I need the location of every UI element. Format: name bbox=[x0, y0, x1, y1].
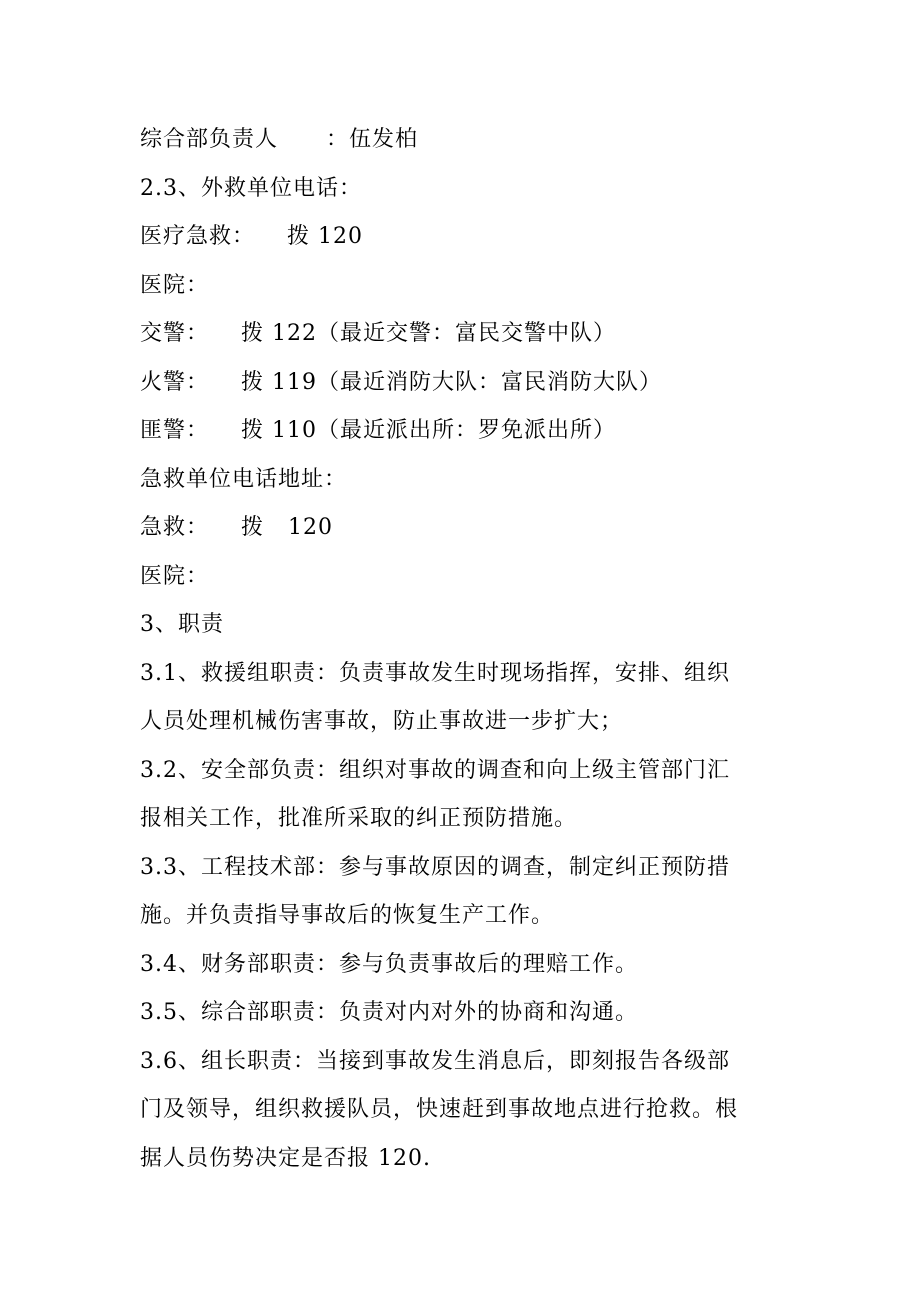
para-3-4: 3.4、财务部职责：参与负责事故后的理赔工作。 bbox=[140, 951, 638, 977]
line-hospital-2: 医院： bbox=[140, 563, 210, 589]
section-2-3-heading: 2.3、外救单位电话： bbox=[140, 175, 362, 201]
line-police: 匪警： 拨 110（最近派出所：罗免派出所） bbox=[140, 418, 616, 443]
line-emergency: 急救： 拨 120 bbox=[140, 515, 333, 540]
para-3-3-line-1: 3.3、工程技术部：参与事故原因的调查，制定纠正预防措 bbox=[140, 854, 730, 880]
para-3-6-line-1: 3.6、组长职责：当接到事故发生消息后，即刻报告各级部 bbox=[140, 1048, 730, 1074]
para-3-2-line-1: 3.2、安全部负责：组织对事故的调查和向上级主管部门汇 bbox=[140, 757, 730, 783]
line-traffic-police: 交警： 拨 122（最近交警：富民交警中队） bbox=[140, 321, 616, 346]
line-hospital: 医院： bbox=[140, 272, 210, 298]
line-comprehensive-dept-head: 综合部负责人 ：伍发柏 bbox=[140, 127, 418, 152]
para-3-3-line-2: 施。并负责指导事故后的恢复生产工作。 bbox=[140, 903, 555, 928]
para-3-2-line-2: 报相关工作，批准所采取的纠正预防措施。 bbox=[140, 806, 578, 831]
line-emergency-unit-heading: 急救单位电话地址： bbox=[140, 466, 348, 492]
para-3-5: 3.5、综合部职责：负责对内对外的协商和沟通。 bbox=[140, 1000, 638, 1025]
document-body bbox=[140, 116, 800, 1183]
line-fire-alarm: 火警： 拨 119（最近消防大队：富民消防大队） bbox=[140, 369, 662, 395]
para-3-6-line-2: 门及领导，组织救援队员，快速赶到事故地点进行抢救。根 bbox=[140, 1097, 739, 1122]
para-3-1-line-1: 3.1、救援组职责：负责事故发生时现场指挥，安排、组织 bbox=[140, 660, 730, 686]
para-3-6-line-3: 据人员伤势决定是否报 120. bbox=[140, 1145, 431, 1171]
para-3-1-line-2: 人员处理机械伤害事故，防止事故进一步扩大； bbox=[140, 709, 624, 734]
section-3-heading: 3、职责 bbox=[140, 612, 224, 637]
line-medical-emergency: 医疗急救： 拨 120 bbox=[140, 224, 363, 249]
